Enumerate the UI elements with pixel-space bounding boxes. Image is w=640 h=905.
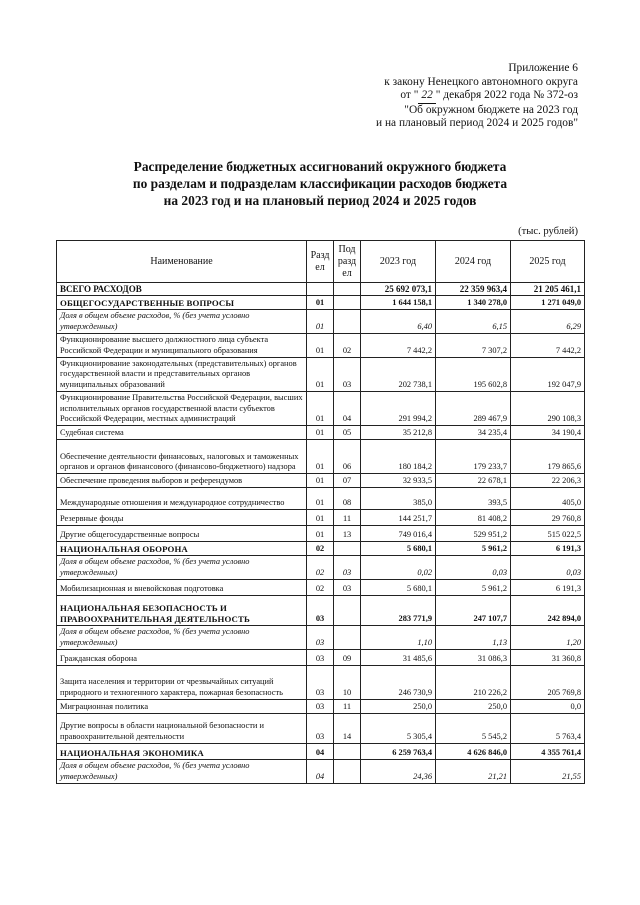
row-name: Мобилизационная и вневойсковая подготовка	[57, 580, 307, 596]
row-value-2025: 0,03	[511, 556, 585, 580]
header-subsection: Подраздел	[334, 241, 361, 283]
row-section: 03	[307, 650, 334, 666]
table-row	[57, 296, 585, 310]
row-value-2024: 22 359 963,4	[436, 283, 511, 296]
row-name: НАЦИОНАЛЬНАЯ ЭКОНОМИКА	[57, 744, 307, 760]
row-value-2023: 385,0	[361, 488, 436, 510]
row-value-2024: 7 307,2	[436, 334, 511, 358]
table-row	[57, 666, 585, 700]
row-name: ВСЕГО РАСХОДОВ	[57, 283, 307, 296]
row-name: Резервные фонды	[57, 510, 307, 526]
row-subsection: 13	[334, 526, 361, 542]
header-name: Наименование	[57, 241, 307, 283]
row-section: 01	[307, 358, 334, 392]
row-name: Международные отношения и международное сотрудничество	[57, 488, 307, 510]
row-section: 03	[307, 714, 334, 744]
row-subsection: 11	[334, 700, 361, 714]
row-section: 01	[307, 526, 334, 542]
row-value-2025: 1,20	[511, 626, 585, 650]
row-section: 01	[307, 296, 334, 310]
row-name: Миграционная политика	[57, 700, 307, 714]
row-subsection	[334, 626, 361, 650]
unit-label: (тыс. рублей)	[518, 226, 578, 237]
row-subsection	[334, 596, 361, 626]
row-value-2024: 210 226,2	[436, 666, 511, 700]
row-value-2023: 32 933,5	[361, 474, 436, 488]
row-section: 01	[307, 488, 334, 510]
row-name: Судебная система	[57, 426, 307, 440]
row-value-2023: 6,40	[361, 310, 436, 334]
row-value-2024: 1,13	[436, 626, 511, 650]
row-value-2023: 6 259 763,4	[361, 744, 436, 760]
row-section: 04	[307, 744, 334, 760]
row-value-2025: 22 206,3	[511, 474, 585, 488]
row-value-2023: 0,02	[361, 556, 436, 580]
annex-date-prefix: от "	[400, 89, 419, 102]
table-row	[57, 488, 585, 510]
row-subsection: 03	[334, 358, 361, 392]
row-section	[307, 283, 334, 296]
row-value-2024: 4 626 846,0	[436, 744, 511, 760]
row-value-2025: 515 022,5	[511, 526, 585, 542]
row-value-2023: 5 680,1	[361, 542, 436, 556]
table-row	[57, 510, 585, 526]
row-value-2024: 195 602,8	[436, 358, 511, 392]
row-value-2025: 242 894,0	[511, 596, 585, 626]
row-value-2025: 31 360,8	[511, 650, 585, 666]
row-value-2023: 250,0	[361, 700, 436, 714]
row-section: 01	[307, 310, 334, 334]
row-name: Функционирование высшего должностного лица субъекта Российской Федерации и муниципального образования	[57, 334, 307, 358]
row-section: 02	[307, 556, 334, 580]
row-value-2025: 5 763,4	[511, 714, 585, 744]
row-section: 03	[307, 626, 334, 650]
row-value-2023: 180 184,2	[361, 440, 436, 474]
row-value-2024: 529 951,2	[436, 526, 511, 542]
row-name: Защита населения и территории от чрезвычайных ситуаций природного и техногенного характера, пожарная безопасность	[57, 666, 307, 700]
row-subsection	[334, 744, 361, 760]
row-name: Доля в общем объеме расходов, % (без учета условно утвержденных)	[57, 626, 307, 650]
document-title	[40, 158, 600, 209]
row-value-2023: 202 738,1	[361, 358, 436, 392]
row-value-2024: 5 961,2	[436, 580, 511, 596]
row-value-2023: 749 016,4	[361, 526, 436, 542]
row-name: Доля в общем объеме расходов, % (без учета условно утвержденных)	[57, 310, 307, 334]
row-value-2023: 24,36	[361, 760, 436, 784]
row-subsection: 09	[334, 650, 361, 666]
row-name: Гражданская оборона	[57, 650, 307, 666]
row-value-2023: 246 730,9	[361, 666, 436, 700]
table-row	[57, 542, 585, 556]
row-subsection	[334, 542, 361, 556]
title-line3: на 2023 год и на плановый период 2024 и 2025 годов	[163, 193, 477, 208]
row-section: 02	[307, 542, 334, 556]
row-section: 01	[307, 392, 334, 426]
row-subsection	[334, 283, 361, 296]
row-section: 01	[307, 510, 334, 526]
row-value-2024: 22 678,1	[436, 474, 511, 488]
row-value-2023: 291 994,2	[361, 392, 436, 426]
row-subsection: 03	[334, 580, 361, 596]
annex-line4: "Об окружном бюджете на 2023 год	[404, 103, 578, 116]
row-section: 01	[307, 426, 334, 440]
table-row	[57, 760, 585, 784]
row-section: 03	[307, 666, 334, 700]
row-section: 01	[307, 334, 334, 358]
annex-date-suffix: " декабря 2022 года № 372-оз	[435, 89, 578, 102]
row-subsection: 05	[334, 426, 361, 440]
row-value-2025: 21 205 461,1	[511, 283, 585, 296]
table-row	[57, 714, 585, 744]
table-row	[57, 440, 585, 474]
row-value-2023: 31 485,6	[361, 650, 436, 666]
row-value-2023: 144 251,7	[361, 510, 436, 526]
row-name: ОБЩЕГОСУДАРСТВЕННЫЕ ВОПРОСЫ	[57, 296, 307, 310]
row-value-2023: 5 305,4	[361, 714, 436, 744]
row-value-2024: 5 545,2	[436, 714, 511, 744]
row-value-2024: 0,03	[436, 556, 511, 580]
row-value-2024: 250,0	[436, 700, 511, 714]
table-row	[57, 426, 585, 440]
header-2024: 2024 год	[436, 241, 511, 283]
row-value-2023: 283 771,9	[361, 596, 436, 626]
annex-header	[298, 62, 578, 131]
table-row	[57, 596, 585, 626]
row-subsection: 06	[334, 440, 361, 474]
row-subsection: 11	[334, 510, 361, 526]
row-value-2025: 1 271 049,0	[511, 296, 585, 310]
row-value-2023: 1,10	[361, 626, 436, 650]
row-value-2025: 405,0	[511, 488, 585, 510]
row-subsection: 02	[334, 334, 361, 358]
row-subsection: 07	[334, 474, 361, 488]
row-section: 01	[307, 474, 334, 488]
row-name: НАЦИОНАЛЬНАЯ БЕЗОПАСНОСТЬ И ПРАВООХРАНИТЕЛЬНАЯ ДЕЯТЕЛЬНОСТЬ	[57, 596, 307, 626]
row-value-2023: 5 680,1	[361, 580, 436, 596]
table-row	[57, 310, 585, 334]
table-row	[57, 744, 585, 760]
annex-line2: к закону Ненецкого автономного округа	[384, 75, 578, 88]
row-value-2025: 6 191,3	[511, 542, 585, 556]
table-row	[57, 334, 585, 358]
row-section: 03	[307, 596, 334, 626]
table-row	[57, 700, 585, 714]
row-value-2025: 6,29	[511, 310, 585, 334]
row-subsection: 04	[334, 392, 361, 426]
table-row	[57, 580, 585, 596]
row-subsection: 14	[334, 714, 361, 744]
row-value-2023: 25 692 073,1	[361, 283, 436, 296]
row-value-2025: 7 442,2	[511, 334, 585, 358]
header-2025: 2025 год	[511, 241, 585, 283]
row-value-2024: 34 235,4	[436, 426, 511, 440]
annex-line5: и на плановый период 2024 и 2025 годов"	[376, 117, 578, 130]
row-value-2023: 35 212,8	[361, 426, 436, 440]
table-row	[57, 626, 585, 650]
table-row	[57, 283, 585, 296]
row-name: Функционирование Правительства Российской Федерации, высших исполнительных органов государственной власти субъектов Российской Федерации, местных администраций	[57, 392, 307, 426]
table-row	[57, 556, 585, 580]
row-name: Доля в общем объеме расходов, % (без учета условно утвержденных)	[57, 556, 307, 580]
row-value-2024: 393,5	[436, 488, 511, 510]
row-value-2024: 179 233,7	[436, 440, 511, 474]
row-value-2024: 1 340 278,0	[436, 296, 511, 310]
row-section: 04	[307, 760, 334, 784]
table-row	[57, 358, 585, 392]
title-line2: по разделам и подразделам классификации расходов бюджета	[132, 176, 508, 191]
row-value-2025: 21,55	[511, 760, 585, 784]
row-subsection: 03	[334, 556, 361, 580]
row-subsection	[334, 296, 361, 310]
row-value-2025: 0,0	[511, 700, 585, 714]
row-subsection	[334, 310, 361, 334]
row-subsection: 08	[334, 488, 361, 510]
row-value-2025: 4 355 761,4	[511, 744, 585, 760]
row-value-2024: 5 961,2	[436, 542, 511, 556]
annex-line1: Приложение 6	[508, 62, 578, 74]
row-value-2025: 290 108,3	[511, 392, 585, 426]
row-value-2023: 7 442,2	[361, 334, 436, 358]
row-value-2024: 6,15	[436, 310, 511, 334]
row-value-2024: 31 086,3	[436, 650, 511, 666]
row-value-2024: 21,21	[436, 760, 511, 784]
row-name: Другие вопросы в области национальной безопасности и правоохранительной деятельности	[57, 714, 307, 744]
row-value-2024: 247 107,7	[436, 596, 511, 626]
row-section: 03	[307, 700, 334, 714]
title-line1: Распределение бюджетных ассигнований окружного бюджета	[133, 159, 507, 174]
row-subsection: 10	[334, 666, 361, 700]
row-name: Обеспечение проведения выборов и референдумов	[57, 474, 307, 488]
row-section: 02	[307, 580, 334, 596]
header-section: Раздел	[307, 241, 334, 283]
table-row	[57, 474, 585, 488]
table-row	[57, 526, 585, 542]
row-value-2025: 34 190,4	[511, 426, 585, 440]
row-subsection	[334, 760, 361, 784]
row-value-2024: 81 408,2	[436, 510, 511, 526]
annex-date-day: 22	[418, 89, 435, 104]
row-name: Обеспечение деятельности финансовых, налоговых и таможенных органов и органов финансового (финансово-бюджетного) надзора	[57, 440, 307, 474]
row-value-2023: 1 644 158,1	[361, 296, 436, 310]
row-name: Доля в общем объеме расходов, % (без учета условно утвержденных)	[57, 760, 307, 784]
table-row	[57, 392, 585, 426]
table-header-row	[57, 241, 585, 283]
row-value-2025: 29 760,8	[511, 510, 585, 526]
row-value-2025: 179 865,6	[511, 440, 585, 474]
row-value-2025: 6 191,3	[511, 580, 585, 596]
table-row	[57, 650, 585, 666]
row-value-2025: 192 047,9	[511, 358, 585, 392]
row-value-2025: 205 769,8	[511, 666, 585, 700]
header-2023: 2023 год	[361, 241, 436, 283]
row-name: Функционирование законодательных (представительных) органов государственной власти и представительных органов муниципальных образований	[57, 358, 307, 392]
row-name: Другие общегосударственные вопросы	[57, 526, 307, 542]
row-section: 01	[307, 440, 334, 474]
row-value-2024: 289 467,9	[436, 392, 511, 426]
annex-line3	[298, 89, 578, 104]
row-name: НАЦИОНАЛЬНАЯ ОБОРОНА	[57, 542, 307, 556]
budget-table	[56, 240, 585, 784]
